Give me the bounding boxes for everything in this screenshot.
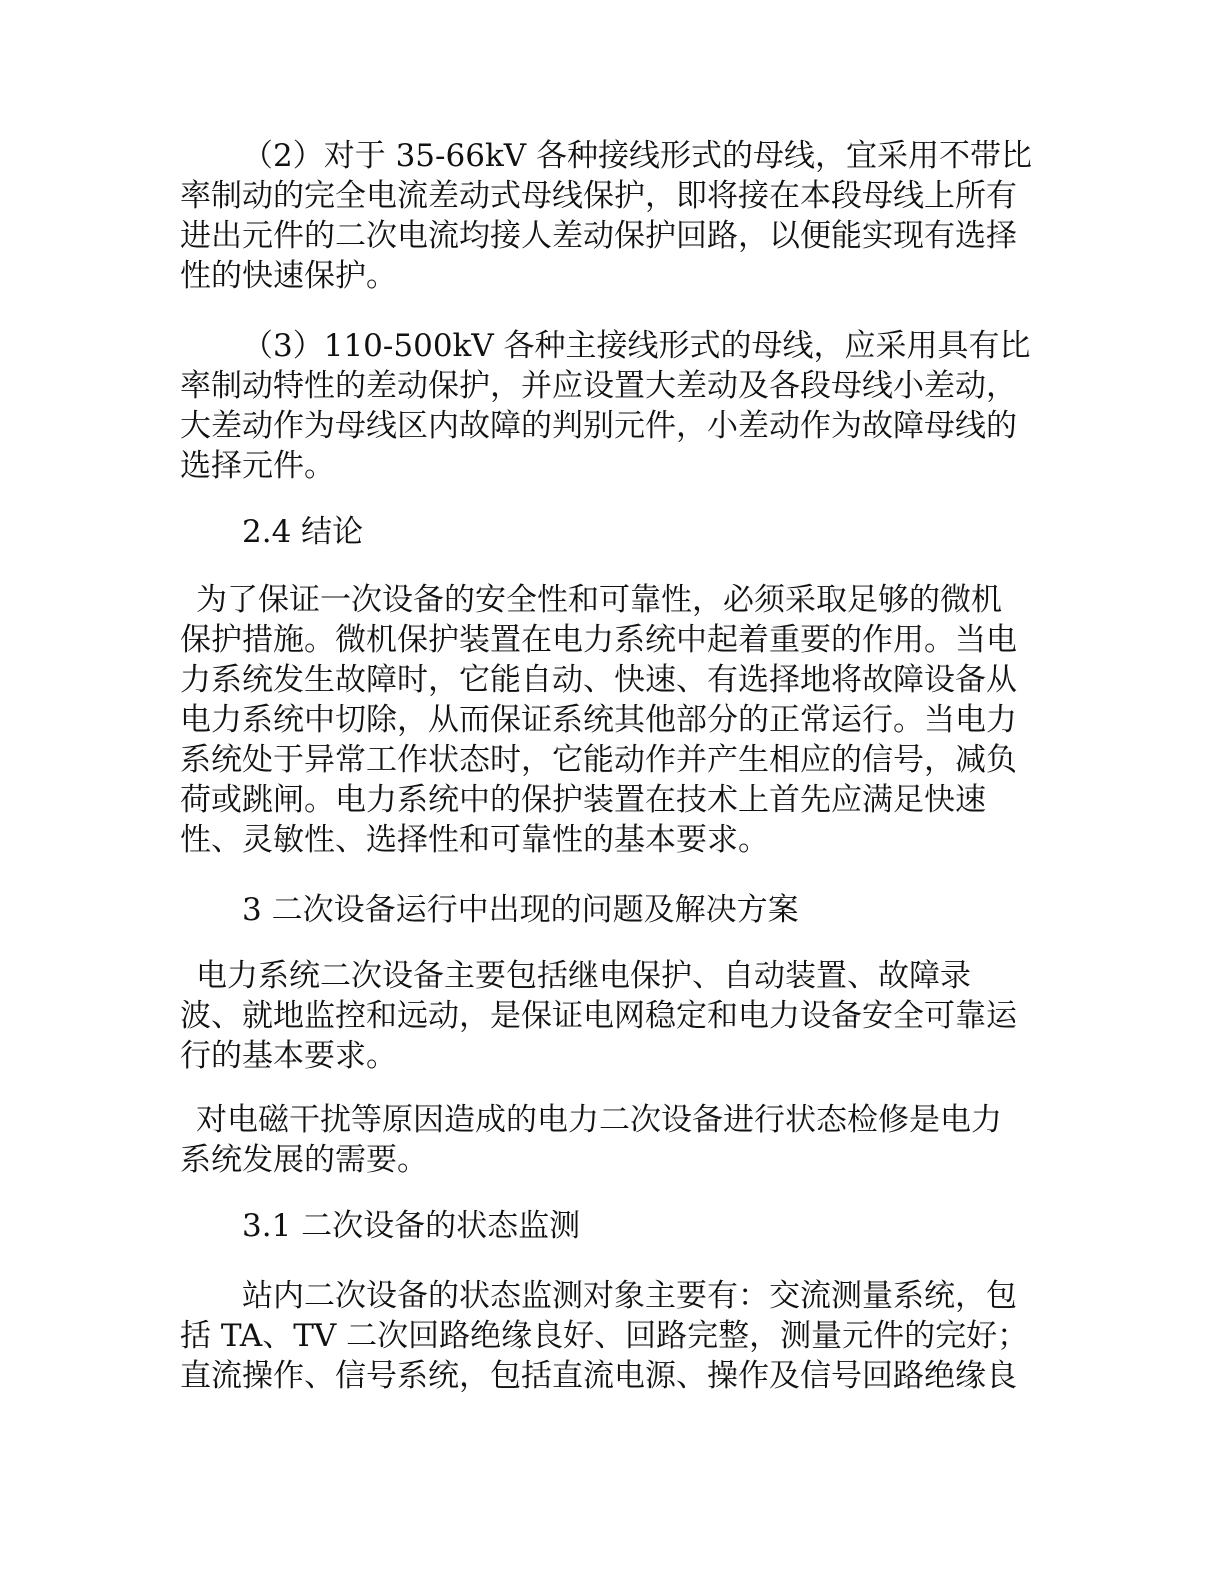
text-line: 性、灵敏性、选择性和可靠性的基本要求。 (180, 822, 769, 858)
text-line: 大差动作为母线区内故障的判别元件，小差动作为故障母线的 (180, 408, 1017, 444)
text-line: 站内二次设备的状态监测对象主要有：交流测量系统，包 (242, 1278, 1017, 1314)
text-line: 性的快速保护。 (180, 258, 397, 294)
text-line: 电力系统二次设备主要包括继电保护、自动装置、故障录 (196, 958, 971, 994)
heading-text: 3 二次设备运行中出现的问题及解决方案 (242, 892, 799, 928)
text-line: （2）对于 35-66kV 各种接线形式的母线，宜采用不带比 (242, 138, 1032, 174)
text-line: 率制动的完全电流差动式母线保护，即将接在本段母线上所有 (180, 178, 1017, 214)
text-line: 对电磁干扰等原因造成的电力二次设备进行状态检修是电力 (196, 1102, 1002, 1138)
text-line: 直流操作、信号系统，包括直流电源、操作及信号回路绝缘良 (180, 1358, 1017, 1394)
text-line: 进出元件的二次电流均接人差动保护回路，以便能实现有选择 (180, 218, 1017, 254)
section-heading-2-4 (180, 512, 363, 552)
paragraph-busbar-35-66kv (180, 136, 1032, 296)
paragraph-status-monitoring (180, 1276, 1028, 1396)
text-line: 率制动特性的差动保护，并应设置大差动及各段母线小差动， (180, 368, 1017, 404)
paragraph-busbar-110-500kv (180, 326, 1031, 486)
paragraph-conclusion (180, 580, 1017, 860)
paragraph-emi-maintenance (180, 1100, 1002, 1180)
text-line: 行的基本要求。 (180, 1038, 397, 1074)
text-line: 为了保证一次设备的安全性和可靠性，必须采取足够的微机 (196, 582, 1002, 618)
text-line: （3）110-500kV 各种主接线形式的母线，应采用具有比 (242, 328, 1031, 364)
section-heading-3 (180, 890, 799, 930)
text-line: 保护措施。微机保护装置在电力系统中起着重要的作用。当电 (180, 622, 1017, 658)
heading-text: 2.4 结论 (242, 514, 364, 550)
text-line: 括 TA、TV 二次回路绝缘良好、回路完整，测量元件的完好； (180, 1318, 1029, 1354)
text-line: 系统处于异常工作状态时，它能动作并产生相应的信号，减负 (180, 742, 1017, 778)
text-line: 力系统发生故障时，它能自动、快速、有选择地将故障设备从 (180, 662, 1017, 698)
paragraph-secondary-equipment (180, 956, 1017, 1076)
text-line: 选择元件。 (180, 448, 335, 484)
section-heading-3-1 (180, 1206, 580, 1246)
text-line: 荷或跳闸。电力系统中的保护装置在技术上首先应满足快速 (180, 782, 986, 818)
text-line: 系统发展的需要。 (180, 1142, 428, 1178)
text-line: 电力系统中切除，从而保证系统其他部分的正常运行。当电力 (180, 702, 1017, 738)
text-line: 波、就地监控和远动，是保证电网稳定和电力设备安全可靠运 (180, 998, 1017, 1034)
heading-text: 3.1 二次设备的状态监测 (242, 1208, 581, 1244)
